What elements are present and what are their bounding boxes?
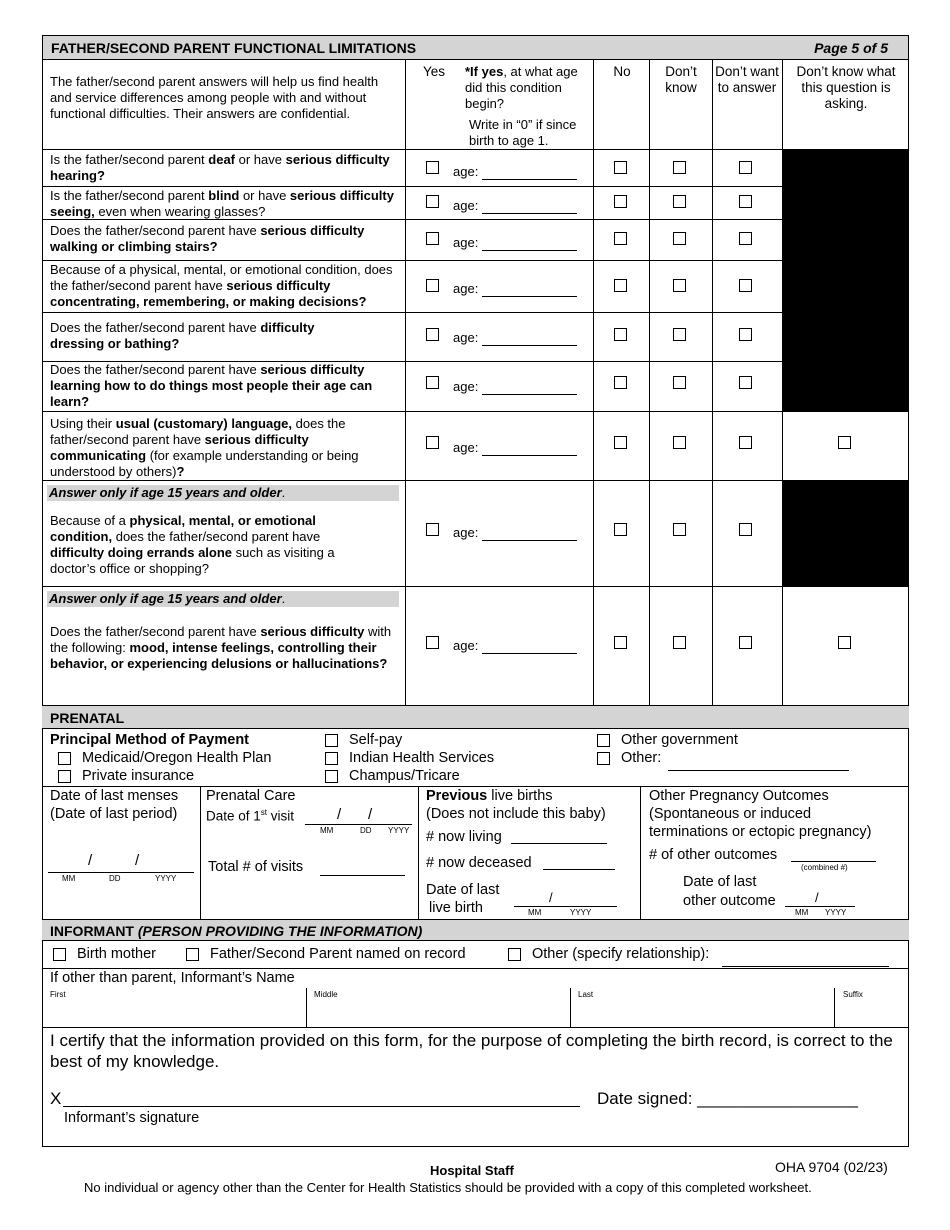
dont-want-checkbox[interactable]	[739, 636, 752, 649]
signature-x: X	[50, 1089, 62, 1108]
other-last-date-line[interactable]	[785, 906, 855, 907]
col-header-dont-know: Don’t know	[665, 64, 697, 95]
yes-checkbox[interactable]	[426, 195, 439, 208]
first-visit-slash: /	[368, 806, 373, 823]
menses-sublabel: (Date of last period)	[50, 806, 178, 822]
birth-mother-checkbox[interactable]	[53, 948, 66, 961]
col-divider-1	[405, 60, 406, 705]
note-age-15: Answer only if age 15 years and older.	[47, 591, 399, 607]
prenatal-divider-3	[640, 786, 641, 919]
age-input-line[interactable]	[482, 179, 577, 180]
dont-know-checkbox[interactable]	[673, 328, 686, 341]
other-outcomes-line2: (Spontaneous or induced	[649, 806, 812, 822]
now-deceased-input-line[interactable]	[543, 869, 615, 870]
footer-form-number: OHA 9704 (02/23)	[775, 1159, 888, 1175]
no-checkbox[interactable]	[614, 232, 627, 245]
age-input-line[interactable]	[482, 250, 577, 251]
name-divider-3	[834, 988, 835, 1027]
intro-text: The father/second parent answers will help us find health and service differences among people with and without functional difficulties. Their answers are confidential.	[50, 74, 379, 121]
suffix-label: Suffix	[843, 990, 863, 999]
first-visit-slash: /	[337, 806, 342, 823]
total-visits-input-line[interactable]	[320, 875, 405, 876]
other-outcomes-count-label: # of other outcomes	[649, 847, 778, 863]
self-pay-checkbox[interactable]	[325, 734, 338, 747]
row-line-4	[42, 312, 909, 313]
prenatal-divider-2	[418, 786, 419, 919]
other-last-sublabel: other outcome	[683, 893, 776, 909]
yes-checkbox[interactable]	[426, 636, 439, 649]
champus-label: Champus/Tricare	[349, 768, 460, 784]
combined-note: (combined #)	[801, 863, 848, 872]
birth-mother-label: Birth mother	[77, 946, 156, 962]
dont-want-checkbox[interactable]	[739, 328, 752, 341]
no-checkbox[interactable]	[614, 376, 627, 389]
row-line-0	[42, 149, 909, 150]
yes-checkbox[interactable]	[426, 436, 439, 449]
name-divider-1	[306, 988, 307, 1027]
last-name-label: Last	[578, 990, 594, 999]
no-checkbox[interactable]	[614, 279, 627, 292]
other-outcomes-count-line[interactable]	[791, 861, 876, 862]
col-divider-4	[712, 60, 713, 705]
question-concentrating: Because of a physical, mental, or emotional condition, does the father/second parent have serious difficulty concentrating, remembering, or making decisions?	[50, 262, 393, 309]
dd-label: DD	[109, 874, 121, 883]
previous-births-note: (Does not include this baby)	[426, 806, 606, 822]
other-outcomes-line3: terminations or ectopic pregnancy)	[649, 824, 872, 840]
dont-want-checkbox[interactable]	[739, 523, 752, 536]
previous-births-title: Previous live births	[426, 788, 553, 804]
yyyy-label: YYYY	[825, 908, 847, 917]
question-hearing: Is the father/second parent deaf or have serious difficulty hearing?	[50, 152, 390, 183]
dont-want-checkbox[interactable]	[739, 376, 752, 389]
medicaid-label: Medicaid/Oregon Health Plan	[82, 750, 272, 766]
father-checkbox[interactable]	[186, 948, 199, 961]
prenatal-care-title: Prenatal Care	[206, 788, 296, 804]
section-header-prenatal	[42, 705, 909, 729]
other-payment-checkbox[interactable]	[597, 752, 610, 765]
col-header-dont-know-asking: Don’t know what this question is asking.	[796, 64, 896, 111]
yyyy-label: YYYY	[388, 826, 410, 835]
informant-name-label: If other than parent, Informant’s Name	[50, 970, 295, 986]
other-last-label: Date of last	[683, 874, 757, 890]
yes-checkbox[interactable]	[426, 328, 439, 341]
dont-know-checkbox[interactable]	[673, 161, 686, 174]
section-header-functional-limitations	[42, 35, 909, 60]
no-checkbox[interactable]	[614, 436, 627, 449]
medicaid-checkbox[interactable]	[58, 752, 71, 765]
page-title: FATHER/SECOND PARENT FUNCTIONAL LIMITATIONS	[51, 40, 417, 56]
signature-label: Informant’s signature	[64, 1110, 200, 1126]
age-input-line[interactable]	[482, 213, 577, 214]
menses-slash: /	[135, 852, 140, 869]
private-insurance-checkbox[interactable]	[58, 770, 71, 783]
other-government-checkbox[interactable]	[597, 734, 610, 747]
dont-want-checkbox[interactable]	[739, 436, 752, 449]
dont-know-checkbox[interactable]	[673, 195, 686, 208]
ihs-checkbox[interactable]	[325, 752, 338, 765]
age-input-line[interactable]	[482, 394, 577, 395]
other-payment-label: Other:	[621, 750, 662, 766]
table-border-left	[42, 35, 43, 1146]
signature-line[interactable]	[63, 1106, 580, 1107]
age-input-line[interactable]	[482, 345, 577, 346]
mm-label: MM	[320, 826, 334, 835]
other-government-label: Other government	[621, 732, 738, 748]
footer-notice: No individual or agency other than the Center for Health Statistics should be provided with a copy of this completed worksheet.	[84, 1180, 812, 1195]
no-checkbox[interactable]	[614, 636, 627, 649]
age-label: age:	[453, 525, 479, 540]
age-input-line[interactable]	[482, 296, 577, 297]
total-visits-label: Total # of visits	[208, 859, 304, 875]
question-mood: Does the father/second parent have serious difficulty with the following: mood, intense feelings, controlling their behavior, or experiencing delusions or hallucinations?	[50, 624, 392, 671]
blocked-cell	[782, 480, 909, 586]
certification-text: I certify that the information provided on this form, for the purpose of completing the birth record, is correct to the best of my knowledge.	[50, 1031, 893, 1071]
col-header-yes: Yes	[422, 64, 446, 79]
dont-know-checkbox[interactable]	[673, 523, 686, 536]
payment-title: Principal Method of Payment	[50, 732, 249, 748]
other-informant-label: Other (specify relationship):	[532, 946, 710, 962]
col-header-no: No	[613, 64, 631, 79]
row-line-8	[42, 586, 909, 587]
other-last-slash: /	[815, 890, 819, 905]
dont-know-checkbox[interactable]	[673, 376, 686, 389]
dont-know-checkbox[interactable]	[673, 279, 686, 292]
age-label: age:	[453, 164, 479, 179]
ihs-label: Indian Health Services	[349, 750, 495, 766]
dont-want-checkbox[interactable]	[739, 161, 752, 174]
yes-checkbox[interactable]	[426, 376, 439, 389]
dont-know-asking-checkbox[interactable]	[838, 436, 851, 449]
last-birth-date-line[interactable]	[514, 906, 617, 907]
dont-know-checkbox[interactable]	[673, 636, 686, 649]
no-checkbox[interactable]	[614, 161, 627, 174]
self-pay-label: Self-pay	[349, 732, 403, 748]
yes-checkbox[interactable]	[426, 161, 439, 174]
first-name-label: First	[50, 990, 66, 999]
question-learning: Does the father/second parent have serious difficulty learning how to do things most people their age can learn?	[50, 362, 373, 409]
col-header-dont-want: Don’t want to answer	[715, 64, 779, 95]
middle-name-label: Middle	[314, 990, 338, 999]
question-dressing: Does the father/second parent have difficulty dressing or bathing?	[50, 320, 315, 351]
col-divider-2	[593, 60, 594, 705]
informant-title: INFORMANT (PERSON PROVIDING THE INFORMATION)	[50, 923, 423, 939]
col-header-if-yes: *If yes, at what age did this condition begin?	[465, 64, 578, 111]
question-errands: Because of a physical, mental, or emotional condition, does the father/second parent have difficulty doing errands alone such as visiting a doctor’s office or shopping?	[50, 513, 335, 576]
last-birth-sublabel: live birth	[429, 900, 483, 916]
dont-want-checkbox[interactable]	[739, 195, 752, 208]
age-label: age:	[453, 440, 479, 455]
mm-label: MM	[528, 908, 542, 917]
now-deceased-label: # now deceased	[426, 855, 532, 871]
last-birth-label: Date of last	[426, 882, 500, 898]
dont-want-checkbox[interactable]	[739, 232, 752, 245]
menses-label: Date of last menses	[50, 788, 179, 804]
yyyy-label: YYYY	[570, 908, 592, 917]
private-insurance-label: Private insurance	[82, 768, 195, 784]
dd-label: DD	[360, 826, 372, 835]
menses-date-line[interactable]	[48, 872, 194, 873]
prenatal-divider-1	[200, 786, 201, 919]
menses-slash: /	[88, 852, 93, 869]
now-living-input-line[interactable]	[511, 843, 607, 844]
date-signed[interactable]: Date signed: _________________	[597, 1089, 858, 1108]
no-checkbox[interactable]	[614, 523, 627, 536]
question-communicating: Using their usual (customary) language, does the father/second parent have serious difficulty communicating (for example understanding or being understood by others)?	[50, 416, 359, 479]
name-divider-2	[570, 988, 571, 1027]
age-input-line[interactable]	[482, 455, 577, 456]
father-label: Father/Second Parent named on record	[210, 946, 466, 962]
section-header-informant	[42, 919, 909, 941]
question-seeing: Is the father/second parent blind or have serious difficulty seeing, even when wearing glasses?	[50, 188, 394, 219]
champus-checkbox[interactable]	[325, 770, 338, 783]
dont-know-checkbox[interactable]	[673, 232, 686, 245]
footer-hospital-staff: Hospital Staff	[430, 1163, 514, 1178]
other-relationship-input-line[interactable]	[722, 966, 889, 967]
mm-label: MM	[795, 908, 809, 917]
first-visit-label: Date of 1st visit	[206, 808, 295, 824]
last-birth-slash: /	[549, 890, 553, 905]
age-label: age:	[453, 198, 479, 213]
yes-checkbox[interactable]	[426, 232, 439, 245]
yes-checkbox[interactable]	[426, 523, 439, 536]
prenatal-title: PRENATAL	[50, 710, 125, 726]
age-label: age:	[453, 281, 479, 296]
other-outcomes-title: Other Pregnancy Outcomes	[649, 788, 829, 804]
col-header-write-in: Write in “0” if since birth to age 1.	[469, 117, 577, 148]
dont-know-checkbox[interactable]	[673, 436, 686, 449]
no-checkbox[interactable]	[614, 328, 627, 341]
first-visit-date-line[interactable]	[305, 824, 412, 825]
mm-label: MM	[62, 874, 76, 883]
other-payment-input-line[interactable]	[668, 770, 849, 771]
row-line-prenatal	[42, 786, 909, 787]
row-line-6	[42, 411, 909, 412]
row-line-name	[42, 1027, 909, 1028]
col-divider-3	[649, 60, 650, 705]
age-input-line[interactable]	[482, 540, 577, 541]
question-walking: Does the father/second parent have serious difficulty walking or climbing stairs?	[50, 223, 365, 254]
row-line-7	[42, 480, 909, 481]
yyyy-label: YYYY	[155, 874, 177, 883]
other-informant-checkbox[interactable]	[508, 948, 521, 961]
age-label: age:	[453, 330, 479, 345]
dont-want-checkbox[interactable]	[739, 279, 752, 292]
age-label: age:	[453, 235, 479, 250]
age-label: age:	[453, 379, 479, 394]
note-age-15: Answer only if age 15 years and older.	[47, 485, 399, 501]
table-border-bottom	[42, 1146, 909, 1147]
age-input-line[interactable]	[482, 653, 577, 654]
page-number: Page 5 of 5	[814, 40, 888, 56]
no-checkbox[interactable]	[614, 195, 627, 208]
row-line-1	[42, 186, 909, 187]
row-line-informant	[42, 968, 909, 969]
blocked-cell	[782, 149, 909, 411]
age-label: age:	[453, 638, 479, 653]
row-line-3	[42, 260, 909, 261]
dont-know-asking-checkbox[interactable]	[838, 636, 851, 649]
yes-checkbox[interactable]	[426, 279, 439, 292]
now-living-label: # now living	[426, 829, 502, 845]
